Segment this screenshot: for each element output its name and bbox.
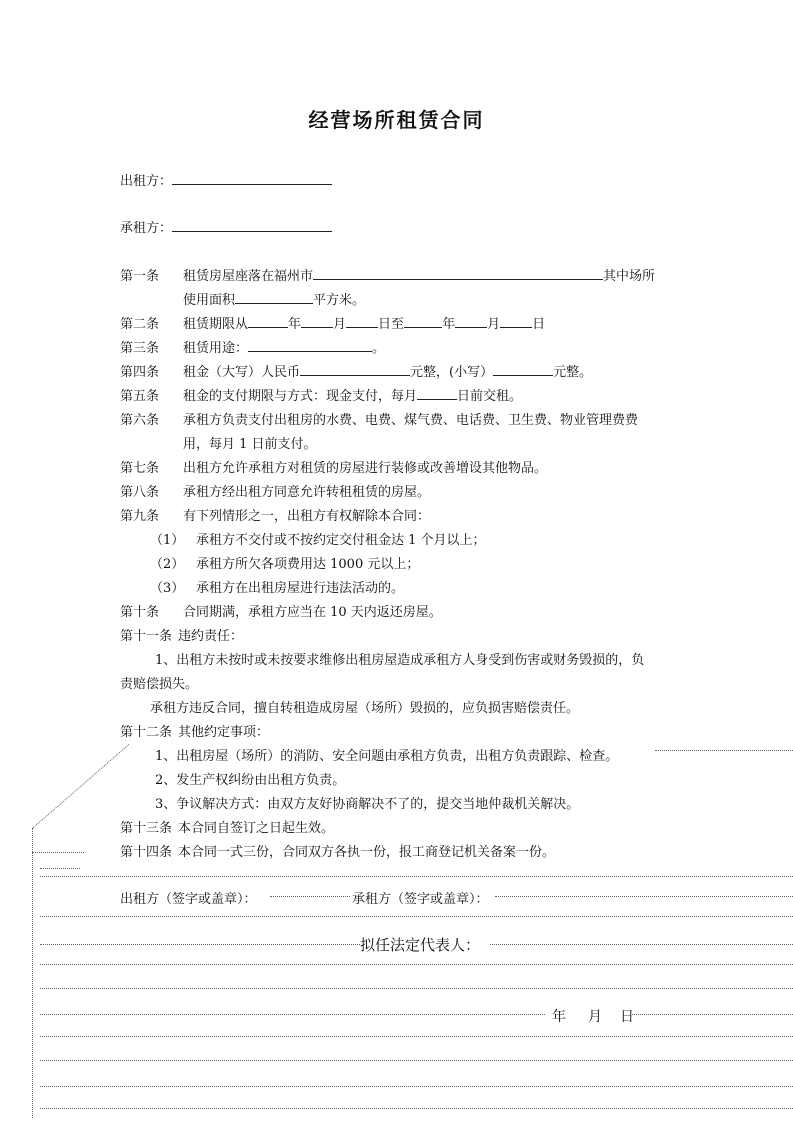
article-text: 租赁房屋座落在福州市 bbox=[183, 269, 314, 284]
article-11 bbox=[120, 625, 243, 644]
article-number: 第十三条 bbox=[120, 821, 173, 836]
item-number: （1） bbox=[150, 533, 185, 548]
list-item: 1、出租房屋（场所）的消防、安全问题由承租方负责，出租方负责跟踪、检查。 bbox=[155, 749, 619, 764]
lessor-label: 出租方： bbox=[120, 174, 173, 189]
article-3 bbox=[120, 337, 385, 356]
article-text: 违约责任： bbox=[178, 629, 244, 644]
item-number: （2） bbox=[150, 557, 185, 572]
article-number: 第八条 bbox=[120, 485, 160, 500]
article-text: 租金（大写）人民币 bbox=[183, 365, 301, 380]
article-number: 第九条 bbox=[120, 509, 160, 524]
article-number: 第十条 bbox=[120, 605, 160, 620]
article-text: 使用面积 bbox=[183, 293, 236, 308]
list-item bbox=[150, 577, 404, 596]
article-14 bbox=[120, 841, 555, 860]
article-text: 平方米。 bbox=[313, 293, 366, 308]
day-label: 日 bbox=[620, 1009, 634, 1025]
article-text: 有下列情形之一，出租方有权解除本合同： bbox=[183, 509, 431, 524]
list-item bbox=[150, 553, 419, 572]
article-1 bbox=[120, 265, 655, 284]
article-text: 。 bbox=[372, 341, 386, 356]
article-number: 第四条 bbox=[120, 365, 160, 380]
list-item: 2、发生产权纠纷由出租方负责。 bbox=[155, 773, 346, 788]
article-number: 第二条 bbox=[120, 317, 160, 332]
article-number: 第十一条 bbox=[120, 629, 173, 644]
item-text: 承租方所欠各项费用达 1000 元以上； bbox=[196, 557, 420, 572]
article-text: 其他约定事项： bbox=[178, 725, 270, 740]
article-11-para2: 承租方违反合同，擅自转租造成房屋（场所）毁损的，应负损害赔偿责任。 bbox=[150, 701, 580, 716]
article-6-line2: 用，每月 1 日前支付。 bbox=[183, 437, 317, 452]
date-line bbox=[552, 1006, 634, 1026]
lessee-field bbox=[120, 217, 332, 236]
year-label: 年 bbox=[552, 1009, 566, 1025]
article-10 bbox=[120, 601, 442, 620]
article-text: 年 bbox=[442, 317, 456, 332]
article-text: 租赁用途： bbox=[183, 341, 249, 356]
article-12 bbox=[120, 721, 269, 740]
article-number: 第十四条 bbox=[120, 845, 173, 860]
address-blank bbox=[313, 267, 603, 280]
article-number: 第五条 bbox=[120, 389, 160, 404]
blank bbox=[346, 315, 378, 328]
article-text: 日前交租。 bbox=[457, 389, 523, 404]
article-text: 本合同一式三份，合同双方各执一份，报工商登记机关备案一份。 bbox=[178, 845, 556, 860]
list-item bbox=[150, 529, 486, 548]
document-title: 经营场所租赁合同 bbox=[308, 108, 485, 132]
list-item: 3、争议解决方式：由双方友好协商解决不了的，提交当地仲裁机关解决。 bbox=[155, 797, 580, 812]
article-text: 月 bbox=[487, 317, 501, 332]
area-blank bbox=[235, 291, 313, 304]
article-5 bbox=[120, 385, 522, 404]
article-number: 第六条 bbox=[120, 413, 160, 428]
article-text: 出租方允许承租方对租赁的房屋进行装修或改善增设其他物品。 bbox=[183, 461, 548, 476]
lessor-field bbox=[120, 170, 332, 189]
lessee-blank bbox=[172, 219, 332, 232]
article-text: 元整。 bbox=[553, 365, 593, 380]
item-number: （3） bbox=[150, 581, 185, 596]
article-11-para1: 1、出租方未按时或未按要求维修出租房屋造成承租方人身受到伤害或财务毁损的，负 bbox=[155, 653, 645, 668]
article-text: 其中场所 bbox=[603, 269, 656, 284]
article-text: 合同期满，承租方应当在 10 天内返还房屋。 bbox=[183, 605, 442, 620]
article-number: 第十二条 bbox=[120, 725, 173, 740]
article-6 bbox=[120, 409, 638, 428]
article-text: 日 bbox=[532, 317, 546, 332]
article-7 bbox=[120, 457, 547, 476]
day-blank bbox=[417, 387, 457, 400]
blank bbox=[404, 315, 442, 328]
article-13 bbox=[120, 817, 334, 836]
article-text: 承租方负责支付出租房的水费、电费、煤气费、电话费、卫生费、物业管理费费 bbox=[183, 413, 639, 428]
article-2 bbox=[120, 313, 545, 332]
article-4 bbox=[120, 361, 592, 380]
lessee-label: 承租方： bbox=[120, 221, 173, 236]
article-9 bbox=[120, 505, 430, 524]
blank bbox=[301, 315, 333, 328]
item-text: 承租方不交付或不按约定交付租金达 1 个月以上； bbox=[196, 533, 486, 548]
article-text: 元整，(小写） bbox=[410, 365, 494, 380]
lessor-signature: 出租方（签字或盖章）： bbox=[120, 892, 257, 907]
blank bbox=[500, 315, 532, 328]
article-text: 年 bbox=[288, 317, 302, 332]
lessor-blank bbox=[172, 172, 332, 185]
article-1-line2 bbox=[183, 289, 365, 308]
month-label: 月 bbox=[588, 1009, 602, 1025]
article-number: 第一条 bbox=[120, 269, 160, 284]
article-text: 租金的支付期限与方式：现金支付，每月 bbox=[183, 389, 418, 404]
article-number: 第三条 bbox=[120, 341, 160, 356]
article-11-para1-cont: 责赔偿损失。 bbox=[120, 677, 199, 692]
rent-figures-blank bbox=[493, 363, 553, 376]
blank bbox=[248, 315, 288, 328]
article-text: 日至 bbox=[378, 317, 405, 332]
blank bbox=[455, 315, 487, 328]
legal-representative: 拟任法定代表人： bbox=[360, 936, 481, 954]
article-8 bbox=[120, 481, 430, 500]
item-text: 承租方在出租房屋进行违法活动的。 bbox=[196, 581, 405, 596]
article-number: 第七条 bbox=[120, 461, 160, 476]
article-text: 月 bbox=[333, 317, 347, 332]
lessee-signature: 承租方（签字或盖章）： bbox=[352, 892, 489, 907]
rent-words-blank bbox=[300, 363, 410, 376]
article-text: 租赁期限从 bbox=[183, 317, 249, 332]
use-blank bbox=[248, 339, 372, 352]
article-text: 承租方经出租方同意允许转租租赁的房屋。 bbox=[183, 485, 431, 500]
article-text: 本合同自签订之日起生效。 bbox=[178, 821, 335, 836]
